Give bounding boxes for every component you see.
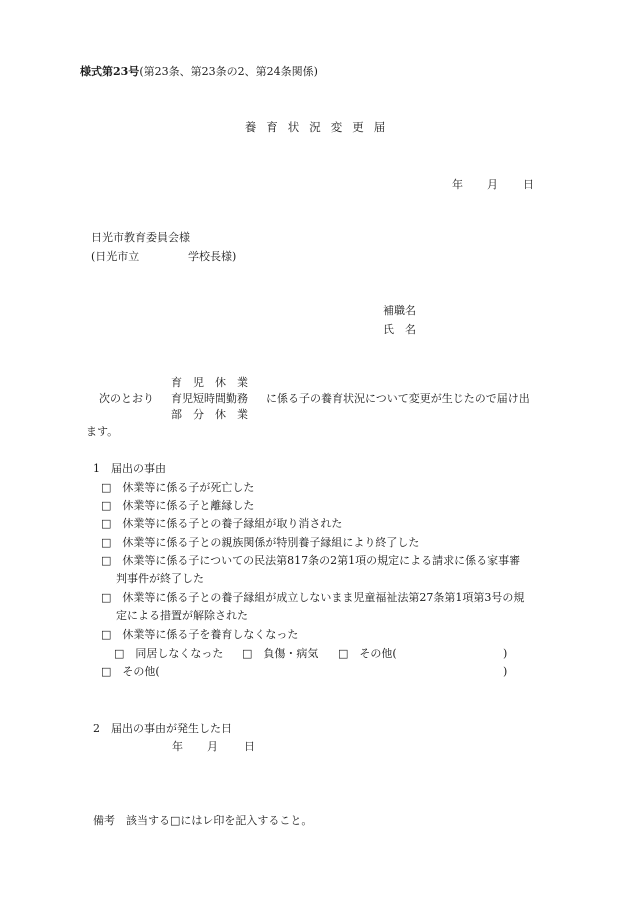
date-day-label: 日 — [523, 178, 534, 191]
reason-item-other: □ その他( — [101, 665, 160, 678]
name-label: 氏 名 — [383, 323, 416, 336]
date-month-label: 月 — [487, 178, 498, 191]
addressee-line2-b: 学校長様) — [188, 250, 237, 263]
addressee-line1: 日光市教育委員会様 — [91, 231, 190, 244]
remarks: 備考 該当する□にはレ印を記入すること。 — [93, 814, 313, 827]
sub-option-not-living-together: □ 同居しなくなった — [114, 647, 224, 660]
reason-item-special-adoption: □ 休業等に係る子との親族関係が特別養子縁組により終了した — [101, 536, 420, 549]
date-year-label: 年 — [452, 178, 463, 191]
sub-option-injury-illness: □ 負傷・病気 — [242, 647, 319, 660]
section2-month-label: 月 — [207, 740, 218, 753]
reason-item-no-longer-caring: □ 休業等に係る子を養育しなくなった — [101, 628, 299, 641]
leave-type-childcare: 育 児 休 業 — [171, 376, 248, 389]
intro-continuation: ます。 — [86, 425, 119, 438]
section1-heading: 1 届出の事由 — [93, 462, 166, 475]
section2-year-label: 年 — [172, 740, 183, 753]
reason-item-civil-code: □ 休業等に係る子についての民法第817条の2第1項の規定による請求に係る家事審 — [101, 554, 521, 567]
reason-item-dissolution: □ 休業等に係る子と離縁した — [101, 499, 255, 512]
form-number — [80, 66, 318, 77]
form-number-refs: (第23条、第23条の2、第24条関係) — [139, 65, 318, 78]
reason-item-child-welfare-cont: 定による措置が解除された — [116, 609, 248, 622]
intro-suffix: に係る子の養育状況について変更が生じたので届け出 — [266, 392, 530, 405]
reason-item-civil-code-cont: 判事件が終了した — [116, 572, 204, 585]
leave-type-partial: 部 分 休 業 — [171, 408, 248, 421]
position-label: 補職名 — [383, 304, 416, 317]
form-number-label: 様式第23号 — [80, 65, 140, 78]
leave-type-short-hours: 育児短時間勤務 — [171, 392, 248, 405]
page-title: 養育状況変更届 — [244, 120, 396, 134]
reason-item-child-welfare: □ 休業等に係る子との養子縁組が成立しないまま児童福祉法第27条第1項第3号の規 — [101, 591, 525, 604]
reason-item-other-close: ) — [503, 665, 508, 678]
sub-option-other-close: ) — [503, 647, 508, 660]
reason-item-annulment: □ 休業等に係る子との養子縁組が取り消された — [101, 517, 343, 530]
section2-day-label: 日 — [244, 740, 255, 753]
intro-prefix: 次のとおり — [99, 392, 154, 405]
sub-option-other: □ その他( — [338, 647, 397, 660]
section2-heading: 2 届出の事由が発生した日 — [93, 722, 232, 735]
reason-item-death: □ 休業等に係る子が死亡した — [101, 481, 255, 494]
addressee-line2-a: (日光市立 — [91, 250, 140, 263]
